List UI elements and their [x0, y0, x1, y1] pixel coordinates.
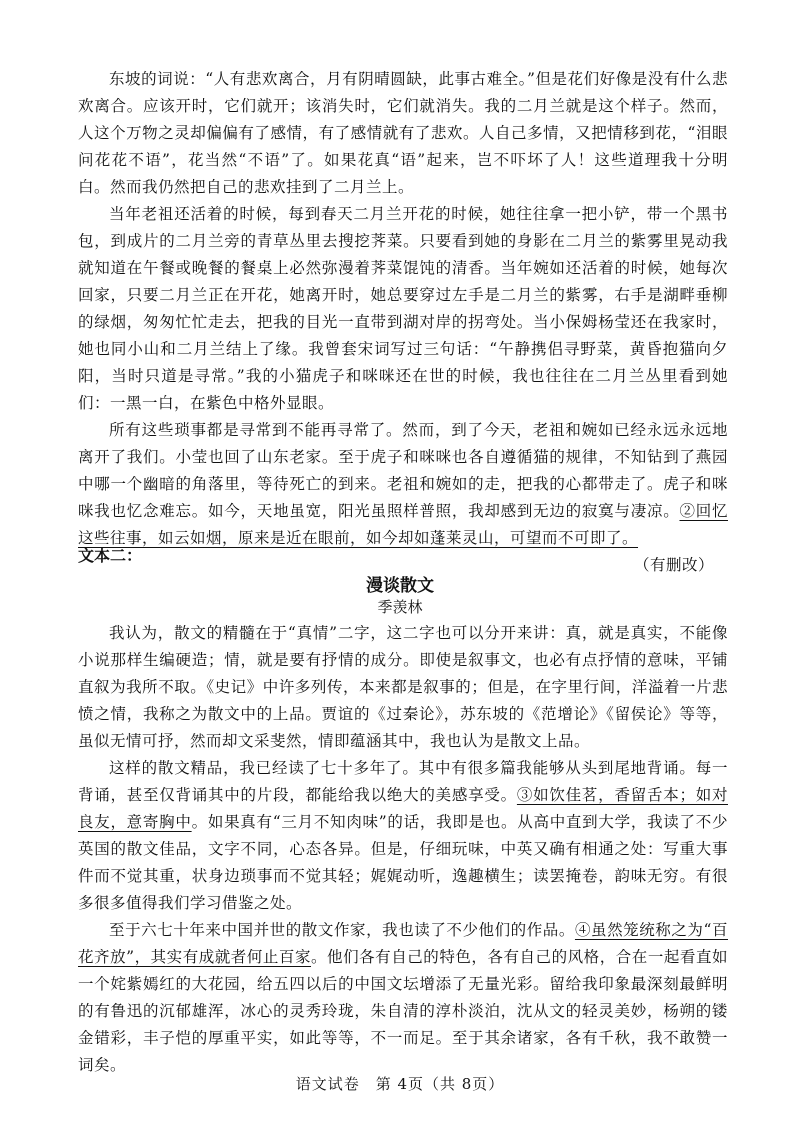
- essay-paragraph-2: [78, 755, 728, 917]
- text-one: [78, 66, 728, 579]
- text-two-label: 文本二：: [78, 546, 143, 565]
- underlined-sentence-3: ③如饮佳茗，香留舌本；如对良友，意寄胸中: [78, 786, 728, 831]
- essay-paragraph-2-end: 。如果真有“三月不知肉味”的话，我即是也。从高中直到大学，我读了不少英国的散文佳品，文字不同，心态各异。但是，仔细玩味，中英又确有相通之处：写重大事件而不觉其重，状身边琐事而不觉其轻；娓娓动听，逸趣横生；读罢掩卷，韵味无穷。有很多很多值得我们学习借鉴之处。: [78, 813, 728, 912]
- article-title: 漫谈散文: [366, 576, 434, 596]
- essay-paragraph-3-start: 至于六七十年来中国并世的散文作家，我也读了不少他们的作品。: [109, 921, 575, 939]
- paragraph-3-text: 所有这些琐事都是寻常到不能再寻常了。然而，到了今天，老祖和婉如已经永远永远地离开了我们。小莹也回了山东老家。至于虎子和咪咪也各自遵循猫的规律，不知钻到了燕园中哪一个幽暗的角落里，等待死亡的到来。老祖和婉如的走，把我的心都带走了。虎子和咪咪我也忆念难忘。如今，天地虽宽，阳光虽照样普照，我却感到无边的寂寞与凄凉。: [78, 421, 728, 520]
- essay-paragraph-1: 我认为，散文的精髓在于“真情”二字，这二字也可以分开来讲：真，就是真实，不能像小说那样生编硬造；情，就是要有抒情的成分。即使是叙事文，也必有点抒情的意味，平铺直叙为我所不取。《史记》中许多列传，本来都是叙事的；但是，在字里行间，洋溢着一片悲愤之情，我称之为散文中的上品。贾谊的《过秦论》，苏东坡的《范增论》《留侯论》等等，虽似无情可抒，然而却文采斐然，情即蕴涵其中，我也认为是散文上品。: [78, 624, 728, 750]
- underlined-sentence-4: ④虽然笼统称之为“百花齐放”，其实有成就者何止百家: [78, 921, 728, 966]
- edited-note: （有删改）: [633, 556, 714, 574]
- paragraph-3: [78, 417, 728, 552]
- paragraph-2: 当年老祖还活着的时候，每到春天二月兰开花的时候，她往往拿一把小铲，带一个黑书包，到成片的二月兰旁的青草丛里去搜挖荠菜。只要看到她的身影在二月兰的紫雾里晃动我就知道在午餐或晚餐的餐桌上必然弥漫着荠菜馄饨的清香。当年婉如还活着的时候，她每次回家，只要二月兰正在开花，她离开时，她总要穿过左手是二月兰的紫雾，右手是湖畔垂柳的绿烟，匆匆忙忙走去，把我的目光一直带到湖对岸的拐弯处。当小保姆杨莹还在我家时，她也同小山和二月兰结上了缘。我曾套宋词写过三句话：“午静携侣寻野菜，黄昏抱猫向夕阳，当时只道是寻常。”我的小猫虎子和咪咪还在世的时候，我也往往在二月兰丛里看到她们：一黑一白，在紫色中格外显眼。: [78, 205, 728, 412]
- article-author: 季羡林: [377, 598, 423, 616]
- underlined-sentence-2: ②回忆这些往事，如云如烟，原来是近在眼前，如今却如蓬莱灵山，可望而不可即了。: [78, 502, 728, 547]
- essay-paragraph-2-start: 这样的散文精品，我已经读了七十多年了。其中有很多篇我能够从头到尾地背诵。每一背诵，甚至仅背诵其中的片段，都能给我以绝大的美感享受。: [78, 759, 728, 804]
- text-two: [78, 620, 728, 1079]
- essay-paragraph-3: [78, 917, 728, 1079]
- essay-paragraph-3-end: 。他们各有自己的特色，各有自己的风格，合在一起看直如一个姹紫嫣红的大花园，给五四以后的中国文坛增添了无量光彩。留给我印象最深刻最鲜明的有鲁迅的沉郁雄浑，冰心的灵秀玲珑，朱自清的淳朴淡泊，沈从文的轻灵美妙，杨朔的镂金错彩，丰子恺的厚重平实，如此等等，不一而足。至于其余诸家，各有千秋，我不敢赞一词矣。: [78, 948, 728, 1074]
- page-footer: 语文试卷 第 4页（共 8页）: [295, 1075, 505, 1093]
- paragraph-1: 东坡的词说：“人有悲欢离合，月有阴晴圆缺，此事古难全。”但是花们好像是没有什么悲欢离合。应该开时，它们就开；该消失时，它们就消失。我的二月兰就是这个样子。然而，人这个万物之灵却偏偏有了感情，有了感情就有了悲欢。人自己多情，又把情移到花，“泪眼问花花不语”，花当然“不语”了。如果花真“语”起来，岂不吓坏了人！这些道理我十分明白。然而我仍然把自己的悲欢挂到了二月兰上。: [78, 70, 728, 196]
